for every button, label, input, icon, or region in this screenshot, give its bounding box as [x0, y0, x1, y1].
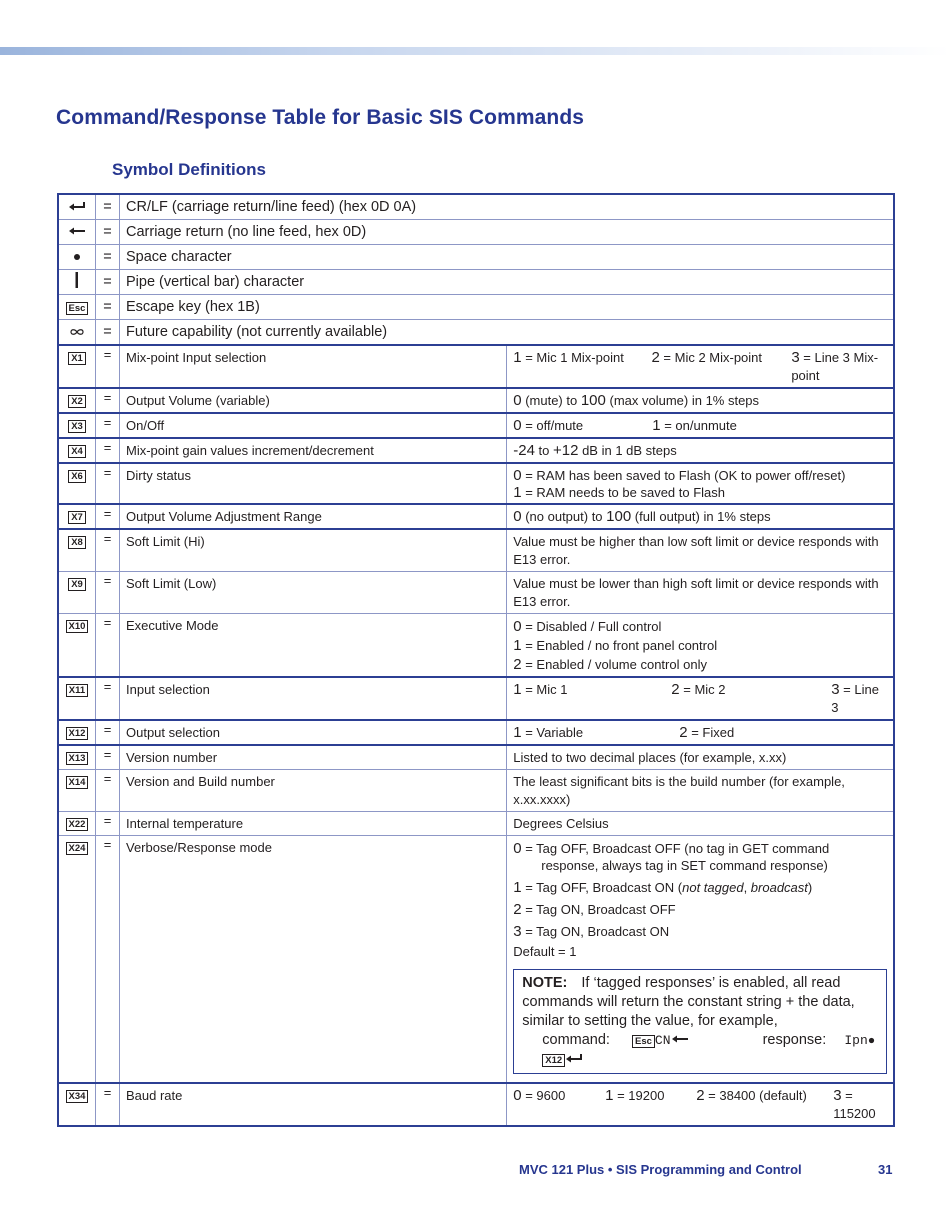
- table-row: [58, 812, 894, 836]
- variable-values: 0 = Disabled / Full control 1 = Enabled / no front panel control 2 = Enabled / volume control only: [507, 614, 894, 678]
- variable-values: 0 = off/mute 1 = on/unmute: [507, 413, 894, 438]
- variable-x12-icon: X12: [542, 1054, 565, 1067]
- variable-description: Mix-point gain values increment/decrement: [120, 438, 507, 463]
- table-row: [58, 529, 894, 572]
- variable-values: 0 = RAM has been saved to Flash (OK to power off/reset) 1 = RAM needs to be saved to Flash: [507, 463, 894, 504]
- variable-values: 1 = Mic 1 2 = Mic 2 3 = Line 3: [507, 677, 894, 720]
- equals-sign: =: [96, 529, 120, 572]
- table-row: [58, 270, 894, 295]
- note-response-text: Ipn: [844, 1033, 868, 1048]
- variable-description: Verbose/Response mode: [120, 836, 507, 1084]
- header-gradient-bar: [0, 47, 950, 55]
- variable-values: 0 (mute) to 100 (max volume) in 1% steps: [507, 388, 894, 413]
- variable-values: 0 = Tag OFF, Broadcast OFF (no tag in GET command response, always tag in SET command response) 1 = Tag OFF, Broadcast ON (not tagged, broadcast) 2 = Tag ON, Broadcast OFF 3 = Tag ON, Broadcast ON Default = 1 NOTE: If ‘tagged responses’ is enabled, all read commands will return the constant string + the data, similar to setting the value, for example, command: Esc CN response: IpnX12: [507, 836, 894, 1084]
- table-row: [58, 614, 894, 678]
- symbol-cell: [58, 220, 96, 245]
- symbol-description: CR/LF (carriage return/line feed) (hex 0D 0A): [120, 194, 895, 220]
- variable-description: Input selection: [120, 677, 507, 720]
- variable-description: Soft Limit (Low): [120, 572, 507, 614]
- variable-x11-icon: X11: [66, 684, 88, 697]
- equals-sign: =: [96, 194, 120, 220]
- symbol-cell: [58, 270, 96, 295]
- table-row: [58, 438, 894, 463]
- symbol-cell: [58, 320, 96, 346]
- variable-description: Executive Mode: [120, 614, 507, 678]
- note-label: NOTE:: [522, 975, 568, 991]
- page-title: Command/Response Table for Basic SIS Commands: [56, 106, 585, 129]
- equals-sign: =: [96, 388, 120, 413]
- table-row: [58, 745, 894, 770]
- equals-sign: =: [96, 770, 120, 812]
- note-command-text: CN: [654, 1033, 671, 1048]
- variable-x12-icon: X12: [66, 727, 89, 740]
- carriage-return-linefeed-icon: [68, 201, 86, 211]
- variable-description: Output Volume Adjustment Range: [120, 504, 507, 529]
- variable-x3-icon: X3: [68, 420, 86, 433]
- variable-values: Value must be lower than high soft limit or device responds with E13 error.: [507, 572, 894, 614]
- table-row: [58, 720, 894, 745]
- table-row: [58, 320, 894, 346]
- equals-sign: =: [96, 812, 120, 836]
- table-row: [58, 836, 894, 1084]
- table-row: [58, 463, 894, 504]
- equals-sign: =: [96, 245, 120, 270]
- table-row: [58, 295, 894, 320]
- symbol-description: Escape key (hex 1B): [120, 295, 895, 320]
- variable-description: Dirty status: [120, 463, 507, 504]
- equals-sign: =: [96, 413, 120, 438]
- equals-sign: =: [96, 220, 120, 245]
- equals-sign: =: [96, 345, 120, 388]
- footer-product: MVC 121 Plus • SIS Programming and Control: [519, 1162, 802, 1177]
- variable-description: On/Off: [120, 413, 507, 438]
- table-row: [58, 1083, 894, 1126]
- carriage-return-icon: [671, 1034, 689, 1044]
- equals-sign: =: [96, 572, 120, 614]
- bullet-icon: [73, 253, 81, 261]
- variable-x9-icon: X9: [68, 578, 86, 591]
- table-row: [58, 345, 894, 388]
- variable-x13-icon: X13: [66, 752, 89, 765]
- variable-x22-icon: X22: [66, 818, 89, 831]
- infinity-icon: [70, 328, 84, 336]
- equals-sign: =: [96, 320, 120, 346]
- note-response-label: response:: [762, 1032, 827, 1048]
- variable-x8-icon: X8: [68, 536, 86, 549]
- variable-x34-icon: X34: [66, 1090, 89, 1103]
- table-row: [58, 413, 894, 438]
- variable-description: Output selection: [120, 720, 507, 745]
- variable-values: Degrees Celsius: [507, 812, 894, 836]
- symbol-description: Future capability (not currently available): [120, 320, 895, 346]
- variable-description: Soft Limit (Hi): [120, 529, 507, 572]
- variable-values: 1 = Variable 2 = Fixed: [507, 720, 894, 745]
- table-row: [58, 504, 894, 529]
- variable-x14-icon: X14: [66, 776, 89, 789]
- carriage-return-linefeed-icon: [565, 1053, 583, 1063]
- variable-values: 0 (no output) to 100 (full output) in 1% steps: [507, 504, 894, 529]
- variable-x24-icon: X24: [66, 842, 89, 855]
- symbol-description: Pipe (vertical bar) character: [120, 270, 895, 295]
- escape-key-icon: Esc: [66, 302, 89, 315]
- note-text: If ‘tagged responses’ is enabled, all read commands will return the constant string + the data, similar to setting the value, for example,: [522, 975, 855, 1029]
- symbol-description: Carriage return (no line feed, hex 0D): [120, 220, 895, 245]
- symbol-cell: [58, 245, 96, 270]
- equals-sign: =: [96, 614, 120, 678]
- variable-x1-icon: X1: [68, 352, 86, 365]
- bullet-icon: [868, 1037, 875, 1044]
- equals-sign: =: [96, 295, 120, 320]
- table-row: [58, 572, 894, 614]
- equals-sign: =: [96, 1083, 120, 1126]
- variable-values: -24 to +12 dB in 1 dB steps: [507, 438, 894, 463]
- variable-x4-icon: X4: [68, 445, 86, 458]
- note-box: [513, 969, 887, 1074]
- note-command-label: command:: [542, 1032, 610, 1048]
- pipe-icon: [75, 272, 79, 288]
- equals-sign: =: [96, 836, 120, 1084]
- table-row: [58, 677, 894, 720]
- symbol-definitions-table: [57, 193, 895, 1127]
- carriage-return-icon: [68, 226, 86, 236]
- equals-sign: =: [96, 720, 120, 745]
- variable-x7-icon: X7: [68, 511, 86, 524]
- equals-sign: =: [96, 270, 120, 295]
- table-row: [58, 194, 894, 220]
- variable-values: 0 = 9600 1 = 19200 2 = 38400 (default) 3 = 115200: [507, 1083, 894, 1126]
- table-row: [58, 770, 894, 812]
- equals-sign: =: [96, 463, 120, 504]
- table-row: [58, 220, 894, 245]
- section-title: Symbol Definitions: [112, 160, 266, 179]
- equals-sign: =: [96, 438, 120, 463]
- default-value: Default = 1: [513, 944, 577, 959]
- variable-description: Internal temperature: [120, 812, 507, 836]
- escape-key-icon: Esc: [632, 1035, 655, 1048]
- page-number: 31: [878, 1162, 893, 1177]
- variable-x2-icon: X2: [68, 395, 86, 408]
- equals-sign: =: [96, 745, 120, 770]
- variable-x6-icon: X6: [68, 470, 86, 483]
- variable-description: Baud rate: [120, 1083, 507, 1126]
- variable-description: Mix-point Input selection: [120, 345, 507, 388]
- variable-x10-icon: X10: [66, 620, 89, 633]
- table-row: [58, 245, 894, 270]
- equals-sign: =: [96, 677, 120, 720]
- variable-values: Value must be higher than low soft limit or device responds with E13 error.: [507, 529, 894, 572]
- equals-sign: =: [96, 504, 120, 529]
- symbol-description: Space character: [120, 245, 895, 270]
- variable-description: Version and Build number: [120, 770, 507, 812]
- symbol-cell: [58, 295, 96, 320]
- variable-values: The least significant bits is the build number (for example, x.xx.xxxx): [507, 770, 894, 812]
- variable-description: Version number: [120, 745, 507, 770]
- table-row: [58, 388, 894, 413]
- variable-description: Output Volume (variable): [120, 388, 507, 413]
- variable-values: Listed to two decimal places (for example, x.xx): [507, 745, 894, 770]
- symbol-cell: [58, 194, 96, 220]
- variable-values: 1 = Mic 1 Mix-point 2 = Mic 2 Mix-point 3 = Line 3 Mix-point: [507, 345, 894, 388]
